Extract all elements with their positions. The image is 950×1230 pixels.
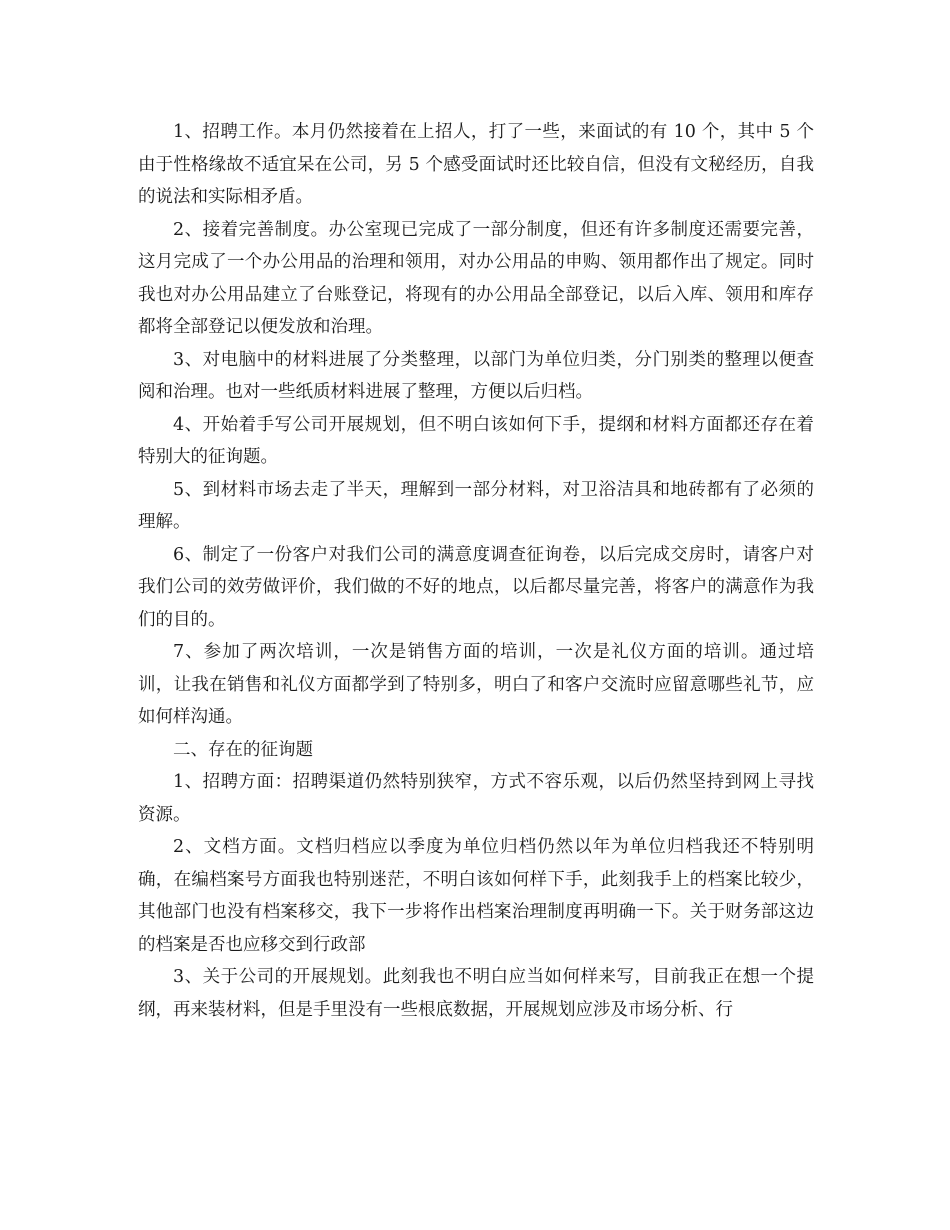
paragraph-recruitment-work: 1、招聘工作。本月仍然接着在上招人，打了一些，来面试的有 10 个，其中 5 个由于性格缘故不适宜呆在公司，另 5 个感受面试时还比较自信，但没有文秘经历，自我的说法和实际相矛盾。	[138, 122, 814, 207]
document-body	[138, 116, 814, 1026]
paragraph-file-organization: 3、对电脑中的材料进展了分类整理，以部门为单位归类，分门别类的整理以便查阅和治理。也对一些纸质材料进展了整理，方便以后归档。	[138, 349, 814, 402]
paragraph-recruitment-issue: 1、招聘方面：招聘渠道仍然特别狭窄，方式不容乐观，以后仍然坚持到网上寻找资源。	[138, 772, 814, 825]
paragraph-system-improvement: 2、接着完善制度。办公室现已完成了一部分制度，但还有许多制度还需要完善，这月完成了一个办公用品的治理和领用，对办公用品的申购、领用都作出了规定。同时我也对办公用品建立了台账登记，将现有的办公用品全部登记，以后入库、领用和库存都将全部登记以便发放和治理。	[138, 219, 814, 337]
paragraph-development-plan: 4、开始着手写公司开展规划，但不明白该如何下手，提纲和材料方面都还存在着特别大的征询题。	[138, 414, 814, 467]
section-heading-existing-issues: 二、存在的征询题	[173, 739, 313, 760]
paragraph-satisfaction-survey: 6、制定了一份客户对我们公司的满意度调查征询卷，以后完成交房时，请客户对我们公司的效劳做评价，我们做的不好的地点，以后都尽量完善，将客户的满意作为我们的目的。	[138, 544, 814, 630]
paragraph-training: 7、参加了两次培训，一次是销售方面的培训，一次是礼仪方面的培训。通过培训，让我在销售和礼仪方面都学到了特别多，明白了和客户交流时应留意哪些礼节，应如何样沟通。	[138, 642, 814, 727]
paragraph-planning-issue: 3、关于公司的开展规划。此刻我也不明白应当如何样来写，目前我正在想一个提纲，再来装材料，但是手里没有一些根底数据，开展规划应涉及市场分析、行	[138, 967, 814, 1020]
paragraph-archive-issue: 2、文档方面。文档归档应以季度为单位归档仍然以年为单位归档我还不特别明确，在编档案号方面我也特别迷茫，不明白该如何样下手，此刻我手上的档案比较少，其他部门也没有档案移交，我下一步将作出档案治理制度再明确一下。关于财务部这边的档案是否也应移交到行政部	[138, 837, 814, 955]
paragraph-materials-market: 5、到材料市场去走了半天，理解到一部分材料，对卫浴洁具和地砖都有了必须的理解。	[138, 479, 814, 532]
